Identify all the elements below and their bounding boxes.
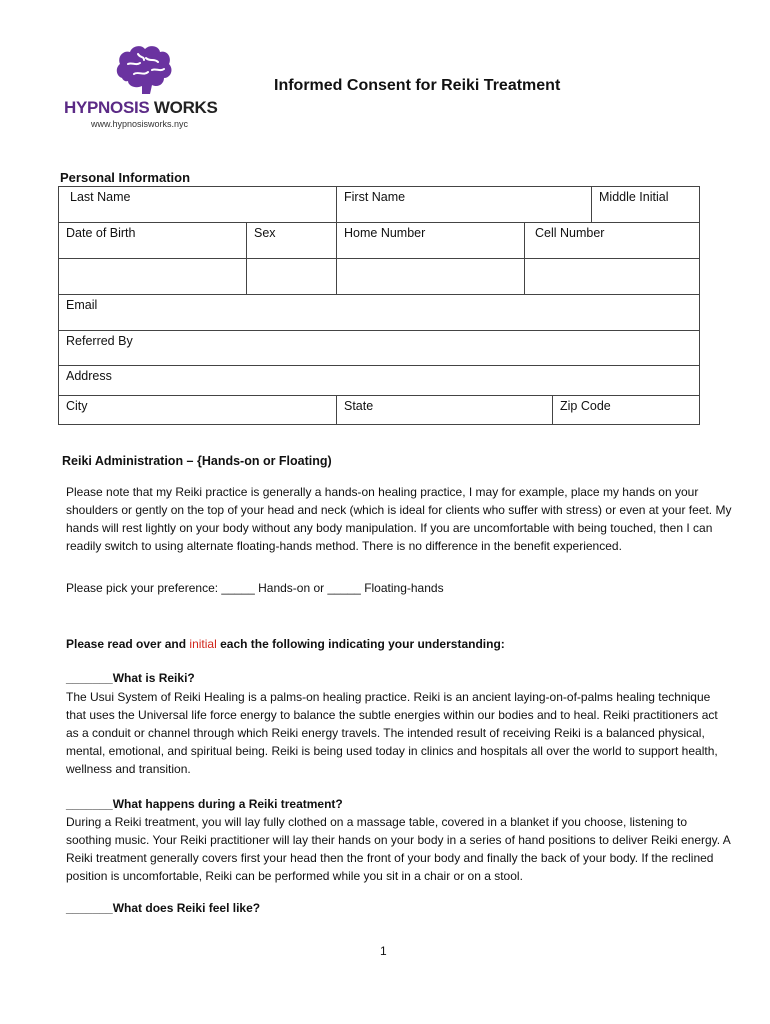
question-what-happens: _______What happens during a Reiki treatment?	[66, 797, 343, 811]
referred-by-field[interactable]	[58, 330, 700, 366]
address-field[interactable]	[58, 365, 700, 396]
cell-number-input[interactable]	[524, 258, 700, 295]
personal-info-heading: Personal Information	[60, 170, 191, 185]
brand-name-part1: HYPNOSIS	[64, 98, 150, 117]
home-number-label: Home Number	[344, 226, 426, 240]
sex-header	[246, 222, 337, 259]
zip-code-label: Zip Code	[560, 399, 611, 413]
dob-header	[58, 222, 247, 259]
question-what-does-reiki-feel-like: _______What does Reiki feel like?	[66, 901, 261, 915]
instructions-before: Please read over and	[66, 637, 190, 651]
instructions-after: each the following indicating your understanding:	[216, 637, 505, 651]
dob-input[interactable]	[58, 258, 247, 295]
city-field[interactable]	[58, 395, 337, 425]
city-label: City	[66, 399, 88, 413]
brand-name-part2: WORKS	[153, 98, 218, 117]
email-label: Email	[66, 298, 98, 312]
initial-instructions	[66, 637, 505, 651]
question-what-is-reiki: _______What is Reiki?	[66, 671, 195, 685]
state-field[interactable]	[336, 395, 553, 425]
preference-line: Please pick your preference: _____ Hands-on or _____ Floating-hands	[66, 581, 444, 595]
cell-number-label: Cell Number	[535, 226, 605, 240]
instructions-highlight: initial	[189, 637, 217, 651]
zip-code-field[interactable]	[552, 395, 700, 425]
home-number-header	[336, 222, 525, 259]
dob-label: Date of Birth	[66, 226, 136, 240]
answer-what-happens: During a Reiki treatment, you will lay fully clothed on a massage table, covered in a blanket if you choose, listening to soothing music. Your Reiki practitioner will lay their hands on your body in a series of hand positions to deliver Reiki energy. A Reiki treatment generally covers first your head then the front of your body and finally the back of your body. If the reclined position is uncomfortable, Reiki can be performed while you sit in a chair or on a stool.	[66, 815, 731, 883]
email-field[interactable]	[58, 294, 700, 331]
page-title: Informed Consent for Reiki Treatment	[274, 77, 561, 94]
brand-url: www.hypnosisworks.nyc	[91, 119, 189, 129]
state-label: State	[344, 399, 374, 413]
address-label: Address	[66, 369, 112, 383]
page-number: 1	[380, 944, 387, 958]
last-name-label: Last Name	[70, 190, 131, 204]
brand-name	[64, 98, 218, 118]
middle-initial-field[interactable]	[591, 186, 700, 223]
cell-number-header	[524, 222, 700, 259]
home-number-input[interactable]	[336, 258, 525, 295]
first-name-label: First Name	[344, 190, 406, 204]
last-name-field[interactable]	[58, 186, 337, 223]
first-name-field[interactable]	[336, 186, 592, 223]
sex-label: Sex	[254, 226, 276, 240]
reiki-admin-paragraph: Please note that my Reiki practice is generally a hands-on healing practice, I may for example, place my hands on your shoulders or gently on the top of your head and neck (which is ideal for clients who suffer with stress) or even at your feet. My hands will rest lightly on your body without any body manipulation. If you are uncomfortable with being touched, then I can readily switch to using alternate floating-hands method. There is no difference in the benefit experienced.	[66, 485, 732, 553]
brain-icon	[114, 44, 174, 96]
sex-input[interactable]	[246, 258, 337, 295]
logo	[64, 44, 229, 134]
reiki-admin-heading: Reiki Administration – {Hands-on or Floating)	[62, 454, 332, 468]
middle-initial-label: Middle Initial	[599, 190, 669, 204]
answer-what-is-reiki: The Usui System of Reiki Healing is a palms-on healing practice. Reiki is an ancient laying-on-of-palms healing technique that uses the Universal life force energy to balance the subtle energies within our bodies and to heal. Reiki practitioners act as a conduit or channel through which Reiki energy travels. The intended result of receiving Reiki is a balanced physical, mental, emotional, and spiritual being. Reiki is being used today in clinics and hospitals all over the world to support health, wellness and transition.	[66, 690, 718, 776]
referred-by-label: Referred By	[66, 334, 133, 348]
